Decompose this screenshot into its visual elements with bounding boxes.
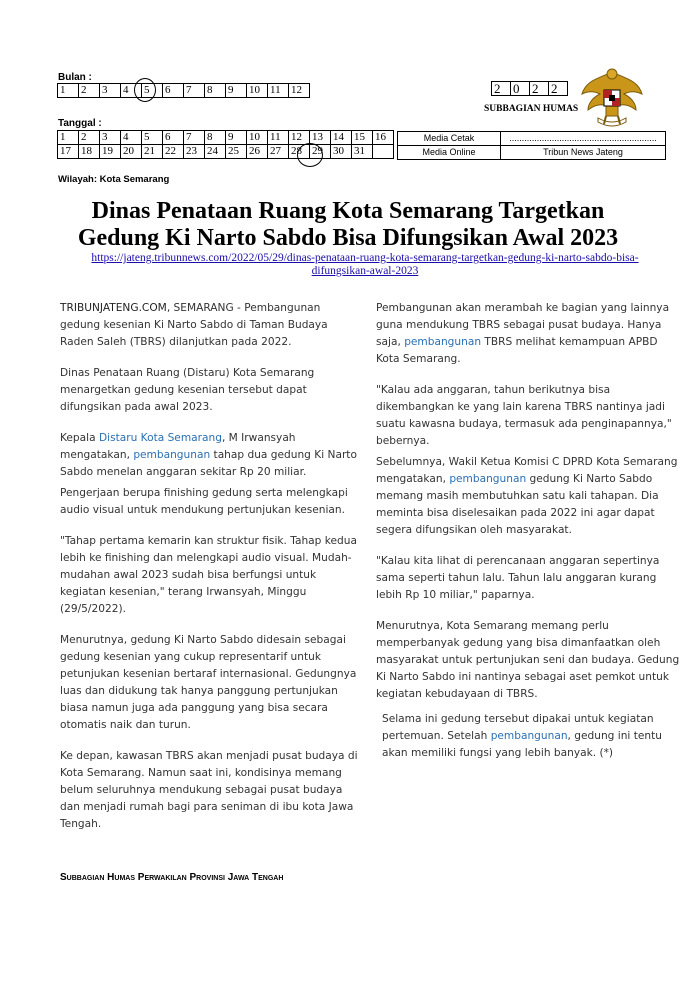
year-row-cell: 2 xyxy=(492,82,511,96)
tanggal-row2-cell: 26 xyxy=(247,145,268,159)
tanggal-row1-cell: 14 xyxy=(331,131,352,145)
link-pembangunan[interactable]: pembangunan xyxy=(133,449,211,461)
bulan-row-cell: 4 xyxy=(121,84,142,98)
link-pembangunan[interactable]: pembangunan xyxy=(490,730,568,742)
tanggal-row1-cell: 5 xyxy=(142,131,163,145)
tanggal-row2-cell: 20 xyxy=(121,145,142,159)
bulan-row-cell: 2 xyxy=(79,84,100,98)
right-paragraph-6: Selama ini gedung tersebut dipakai untuk kegiatan pertemuan. Setelah pembangunan, gedung ini tentu akan memiliki fungsi yang lebih banyak. (*) xyxy=(382,713,662,759)
bulan-table xyxy=(57,83,310,98)
left-column xyxy=(60,300,360,847)
bulan-row-cell: 5 xyxy=(142,84,163,98)
bulan-row-cell: 6 xyxy=(163,84,184,98)
bulan-row-cell: 8 xyxy=(205,84,226,98)
year-row-cell: 0 xyxy=(511,82,530,96)
left-paragraph-7: Ke depan, kawasan TBRS akan menjadi pusat budaya di Kota Semarang. Namun saat ini, kondisinya memang belum seluruhnya mendukung sebagai pusat budaya dan menjadi rumah bagi para seniman di ibu kota Jawa Tengah. xyxy=(60,750,358,830)
right-paragraph-4: "Kalau kita lihat di perencanaan anggaran sepertinya sama seperti tahun lalu. Tahun lalu anggaran kurang lebih Rp 10 miliar," paparnya. xyxy=(376,555,660,601)
tanggal-row1-cell: 10 xyxy=(247,131,268,145)
url-line-1[interactable]: https://jateng.tribunnews.com/2022/05/29/dinas-penataan-ruang-kota-semarang-targetkan-gedung-ki-narto-sabdo-bisa- xyxy=(91,252,639,264)
tanggal-row2-cell: 31 xyxy=(352,145,373,159)
right-paragraph-5: Menurutnya, Kota Semarang memang perlu memperbanyak gedung yang bisa dimanfaatkan oleh masyarakat untuk pertunjukan seni dan budaya. Gedung Ki Narto Sabdo ini nantinya sebagai aset pemkot untuk kegiatan kebudayaan di TBRS. xyxy=(376,620,680,700)
tanggal-row2-cell: 29 xyxy=(310,145,331,159)
bulan-row-cell: 1 xyxy=(58,84,79,98)
year-row-cell: 2 xyxy=(549,82,568,96)
tanggal-row2-cell: 23 xyxy=(184,145,205,159)
tanggal-row2-cell: 19 xyxy=(100,145,121,159)
left-paragraph-6: Menurutnya, gedung Ki Narto Sabdo didesain sebagai gedung kesenian yang cukup representarif untuk petunjukan kesenian bertaraf internasional. Gedungnya luas dan didukung tak hanya panggung pertunjukan biasa namun juga ada panggung yang bisa secara otomatis naik dan turun. xyxy=(60,634,357,731)
title-line-1: Dinas Penataan Ruang Kota Semarang Targetkan xyxy=(91,198,605,224)
article-url[interactable] xyxy=(60,252,670,278)
left-paragraph-1: TRIBUNJATENG.COM, SEMARANG - Pembangunan gedung kesenian Ki Narto Sabdo di Taman Budaya Raden Saleh (TBRS) dilanjutkan pada 2022. xyxy=(60,302,328,348)
tanggal-row2-cell: 30 xyxy=(331,145,352,159)
tanggal-row1-cell: 2 xyxy=(79,131,100,145)
bulan-row-cell: 3 xyxy=(100,84,121,98)
tanggal-row2-cell: 24 xyxy=(205,145,226,159)
media-online-value: Tribun News Jateng xyxy=(501,146,666,160)
media-cetak-value: ........................................................... xyxy=(501,132,666,146)
tanggal-table xyxy=(57,130,394,159)
bulan-row-cell: 7 xyxy=(184,84,205,98)
link-distaru[interactable]: Distaru Kota Semarang xyxy=(98,432,222,444)
bulan-selected-circle xyxy=(134,78,156,102)
tanggal-row2-cell xyxy=(373,145,394,159)
right-paragraph-3: Sebelumnya, Wakil Ketua Komisi C DPRD Kota Semarang mengatakan, pembangunan gedung Ki Narto Sabdo memang masih membutuhkan satu kali tahapan. Dia meminta bisa diselesaikan pada 2022 ini agar dapat segera difungsikan oleh masyarakat. xyxy=(376,456,678,536)
tanggal-row2-cell: 22 xyxy=(163,145,184,159)
tanggal-row2-cell: 18 xyxy=(79,145,100,159)
bulan-label: Bulan : xyxy=(58,72,92,83)
wilayah-label: Wilayah: Kota Semarang xyxy=(58,174,170,185)
tanggal-row1-cell: 16 xyxy=(373,131,394,145)
link-pembangunan[interactable]: pembangunan xyxy=(449,473,527,485)
tanggal-row2-cell: 27 xyxy=(268,145,289,159)
right-column xyxy=(376,300,682,776)
left-paragraph-5: "Tahap pertama kemarin kan struktur fisik. Tahap kedua lebih ke finishing dan melengkapi audio visual. Mudah-mudahan awal 2023 sudah bisa berfungsi untuk kegiatan kesenian," terang Irwansyah, Minggu (29/5/2022). xyxy=(60,535,357,615)
tanggal-row1-cell: 4 xyxy=(121,131,142,145)
bulan-row-cell: 10 xyxy=(247,84,268,98)
right-paragraph-1: Pembangunan akan merambah ke bagian yang lainnya guna mendukung TBRS sebagai pusat budaya. Hanya saja, pembangunan TBRS melihat kemampuan APBD Kota Semarang. xyxy=(376,302,670,365)
tanggal-row2-cell: 17 xyxy=(58,145,79,159)
url-line-2[interactable]: difungsikan-awal-2023 xyxy=(311,265,419,277)
right-paragraph-2: "Kalau ada anggaran, tahun berikutnya bisa dikembangkan ke yang lain karena TBRS nantinya jadi suatu kawasna budaya, termasuk ada penginapannya," bebernya. xyxy=(376,384,672,447)
tanggal-selected-circle xyxy=(297,143,323,167)
bulan-row-cell: 9 xyxy=(226,84,247,98)
tanggal-row1-cell: 13 xyxy=(310,131,331,145)
tanggal-row2-cell: 21 xyxy=(142,145,163,159)
tanggal-label: Tanggal : xyxy=(58,118,102,129)
tanggal-row1-cell: 8 xyxy=(205,131,226,145)
year-row-cell: 2 xyxy=(530,82,549,96)
left-paragraph-4: Pengerjaan berupa finishing gedung serta melengkapi audio visual untuk mendukung pertunjukan kesenian. xyxy=(60,487,348,516)
bulan-row-cell: 12 xyxy=(289,84,310,98)
garuda-emblem-icon xyxy=(580,64,644,130)
title-line-2: Gedung Ki Narto Sabdo Bisa Difungsikan Awal 2023 xyxy=(77,225,619,251)
tanggal-row1-cell: 1 xyxy=(58,131,79,145)
dept-label: SUBBAGIAN HUMAS xyxy=(484,104,579,114)
tanggal-row1-cell: 12 xyxy=(289,131,310,145)
article-title xyxy=(40,198,656,252)
source-label: TRIBUNJATENG.COM xyxy=(60,302,167,314)
bulan-row-cell: 11 xyxy=(268,84,289,98)
media-cetak-label: Media Cetak xyxy=(398,132,501,146)
footer-dept: Subbagian Humas Perwakilan Provinsi Jawa Tengah xyxy=(60,872,284,883)
tanggal-row1-cell: 6 xyxy=(163,131,184,145)
link-pembangunan[interactable]: pembangunan xyxy=(404,336,482,348)
left-paragraph-3: Kepala Distaru Kota Semarang, M Irwansyah mengatakan, pembangunan tahap dua gedung Ki Narto Sabdo menelan anggaran sekitar Rp 20 miliar. xyxy=(60,432,357,478)
tanggal-row2-cell: 28 xyxy=(289,145,310,159)
tanggal-row1-cell: 9 xyxy=(226,131,247,145)
year-table xyxy=(491,81,568,96)
media-table xyxy=(397,131,666,160)
tanggal-row1-cell: 11 xyxy=(268,131,289,145)
tanggal-row1-cell: 7 xyxy=(184,131,205,145)
tanggal-row2-cell: 25 xyxy=(226,145,247,159)
tanggal-row1-cell: 3 xyxy=(100,131,121,145)
media-online-label: Media Online xyxy=(398,146,501,160)
tanggal-row1-cell: 15 xyxy=(352,131,373,145)
left-paragraph-2: Dinas Penataan Ruang (Distaru) Kota Semarang menargetkan gedung kesenian tersebut dapat difungsikan pada awal 2023. xyxy=(60,367,315,413)
